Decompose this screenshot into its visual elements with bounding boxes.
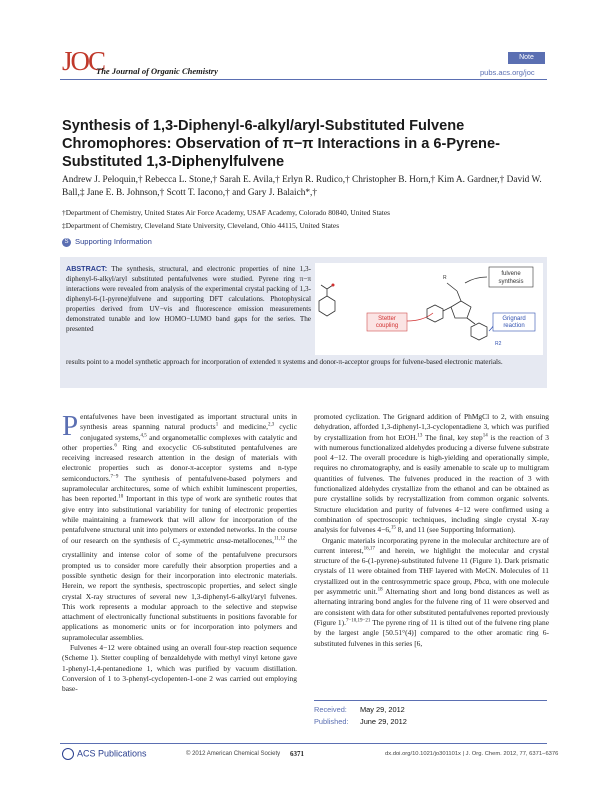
stetter-arrow (407, 313, 433, 321)
intro-paragraph: Pentafulvenes have been investigated as important structural units in synthesis areas spanning natural products$^1$ and medicine,$^{2,3}$ cyclic conjugated systems,$^{4,5}$ and organometallic complexes with catalytic and other properties.$^6$ Ring and exocyclic C6-substituted pentafulvenes are receiving increased research attention in the design of materials with electronic properties such as donor-π-acceptor systems and n-type semiconductors.$^{7-9}$ The synthesis of pentafulvene-based polymers and supramolecular architectures, some of which exhibit luminescent properties, has been reported.$^{10}$ Important in this type of work are synthetic routes that give entry into substitutional variability for tuning of electronic properties while maintaining a framework that will allow for incorporation of the pentafulvene structural unit into polymers or extended networks. In the course of our research on the synthesis of $C_2$-symmetric ansa-metallocenes,$^{11,12}$ the crystallinity and intense color of some of the pentafulvene precursors prompted us to consider more carefully their absorption properties and a possible synthetic design for their incorporation into electronic materials. Herein, we report the synthesis, spectroscopic properties, and select single crystal X-ray structures of several new 1,3-diphenyl-6-alkyl/aryl fulvenes. This work represents a modular approach to the selective and stepwise attachment of electronically functional substituents in positions favorable for applications as monomeric units or for incorporation into polymers and supramolecular assemblies. (62, 410, 298, 642)
benzaldehyde-structure (319, 285, 335, 316)
scheme-paragraph: Fulvenes 4−12 were obtained using an overall four-step reaction sequence (Scheme 1). Stetter coupling of benzaldehyde with methyl vinyl ketone gave 1-phenyl-1,4-pentanedione 1, which was purified by vacuum distillation. Conversion of 1 to 3-phenyl-cyclopenten-1-one 2 was carried out employing base- (62, 643, 297, 694)
r-label: R (443, 275, 447, 281)
abstract-tail: results point to a model synthetic approach for incorporation of extended π systems and donor-π-acceptor groups for fulvene-based electronic materials. (66, 358, 503, 366)
body-column-right (314, 412, 549, 649)
grignard-reaction-box (489, 313, 535, 331)
acs-logo-icon (62, 748, 74, 760)
synthesis-paragraph: promoted cyclization. The Grignard addition of PhMgCl to 2, with ensuing dehydration, afforded 1,3-diphenyl-1,3-cyclopentadiene 3, which was purified by crystallization from hot EtOH.$^{13}$ The final, key step$^{14}$ is the reaction of 3 with numerous functionalized aldehydes producing a diverse fulvene substrate pool 4−12. The overall procedure is high-yielding and operationally simple, requires no chromatography, and is easily amenable to scale up to multigram quantities of fulvenes. The fulvenes produced in the reaction of 3 with functionalized aldehydes crystallize from the ethanol and can be obtained as pure crystalline solids by recrystallization from common organic solvents. Structure elucidation and purity of fulvenes 4−12 were confirmed using a combination of spectroscopic techniques, including single crystal X-ray analysis for fulvenes 4−6,15 8, and 11 (see Supporting Information). (314, 412, 549, 535)
stetter-label-1: Stetter (378, 316, 396, 322)
page-number: 6371 (290, 750, 304, 758)
fulvene-label-1: fulvene (501, 271, 521, 277)
fulvene-label-2: synthesis (498, 279, 524, 285)
supporting-info-label: Supporting Information (75, 237, 152, 246)
abstract-body: The synthesis, structural, and electronic properties of nine 1,3-diphenyl-6-alkyl/aryl substituted pentafulvenes were studied. Pyrene ring π−π interactions were revealed from analysis of the experimental crystal packing of 1,3-diphenyl-6-(1-pyrene)fulvene and supporting DFT calculations. Photophysical properties derived from UV−vis and fluorescence emission measurements demonstrated tunable and low HOMO−LUMO band gaps for the series. The presented (66, 265, 311, 333)
r2-label: R2 (495, 341, 502, 347)
journal-name: The Journal of Organic Chemistry (96, 66, 218, 76)
fulvene-structure (427, 283, 487, 340)
grignard-label-1: Grignard (502, 316, 526, 322)
doi-link[interactable]: dx.doi.org/10.1021/jo301101x | J. Org. Chem. 2012, 77, 6371−6376 (385, 751, 559, 757)
article-type-badge: Note (508, 52, 545, 64)
toc-graphic (315, 263, 543, 355)
published-date: Published: June 29, 2012 (314, 717, 407, 726)
supporting-information-link[interactable] (62, 237, 152, 247)
abstract-label: ABSTRACT: (66, 264, 108, 273)
pyrene-paragraph: Organic materials incorporating pyrene in the molecular architecture are of current interest,$^{16,17}$ and herein, we highlight the molecular and crystal structure of the 6-(1-pyrene)-substituted fulvene 11 (Figure 1). Dark prismatic crystals of 11 were obtained from THF layered with MeCN. Molecules of 11 crystallized out in the centrosymmetric space group, Pbca, with one molecule per asymmetric unit.$^{18}$ Alternating short and long bond distances as well as alternating intraring bond angles for the fulvene ring of 11 were observed and are consistent with data for other substituted pentafulvenes reported previously (Figure 1).$^{7-10,19-21}$ The pyrene ring of 11 is tilted out of the fulvene ring plane by the largest angle [50.51°(4)] compared to the other aromatic ring 6-substituted fulvenes in this series [6, (314, 535, 549, 648)
publisher-logo[interactable]: ACS Publications (62, 748, 147, 760)
stetter-coupling-box (367, 313, 407, 331)
journal-url-link[interactable]: pubs.acs.org/joc (480, 68, 535, 77)
copyright: © 2012 American Chemical Society (186, 751, 281, 757)
stetter-label-2: coupling (375, 323, 399, 329)
author-list: Andrew J. Peloquin,† Rebecca L. Stone,† Sarah E. Avila,† Erlyn R. Rudico,† Christopher B. Horn,† Kim A. Gardner,† David W. Ball,‡ Jane E. B. Johnson,† Scott T. Iacono,† and Gary J. Balaich*,† (62, 175, 542, 198)
received-date: Received: May 29, 2012 (314, 705, 405, 714)
abstract-text (66, 264, 311, 335)
footer-divider (60, 743, 547, 744)
affiliation-2: ‡Department of Chemistry, Cleveland State University, Cleveland, Ohio 44115, United States (62, 221, 340, 230)
drop-cap: P (62, 410, 79, 442)
supporting-info-icon: S (62, 238, 71, 247)
header-divider (60, 79, 547, 80)
affiliation-1: †Department of Chemistry, United States Air Force Academy, USAF Academy, Colorado 80840, United States (62, 208, 391, 217)
article-title: Synthesis of 1,3-Diphenyl-6-alkyl/aryl-Substituted Fulvene Chromophores: Observation of π−π Interactions in a 6-Pyrene-Substituted 1,3-Diphenylfulvene (62, 118, 500, 170)
fulvene-synthesis-box (465, 267, 533, 287)
grignard-label-2: reaction (503, 323, 525, 329)
body-column-left (62, 412, 297, 695)
journal-logo: JOC (62, 46, 105, 76)
